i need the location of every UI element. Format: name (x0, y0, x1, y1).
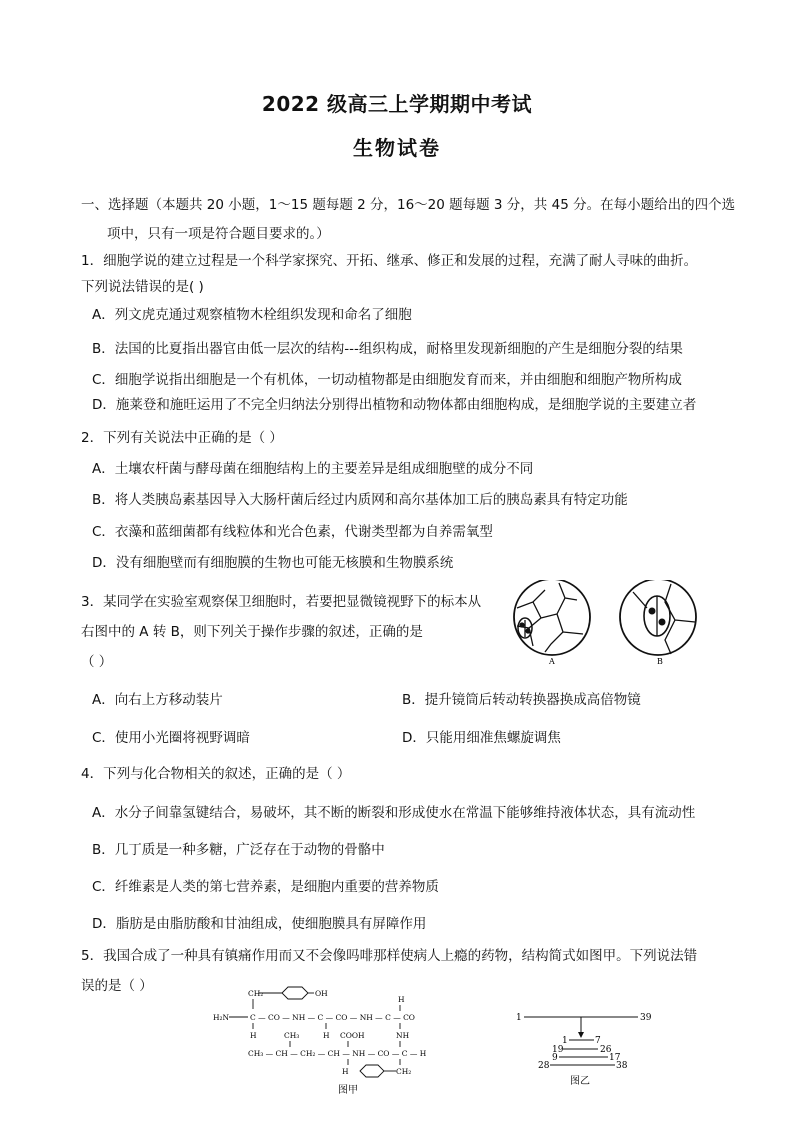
field-b-label: B (657, 657, 663, 666)
q1-option-b: B．法国的比夏指出器官由低一层次的结构---组织构成，耐格里发现新细胞的产生是细胞分裂的结果 (92, 341, 683, 357)
q1-stem-line1: 1．细胞学说的建立过程是一个科学家探究、开拓、继承、修正和发展的过程，充满了耐人寻味的曲折。 (81, 253, 698, 269)
chain-label-1b: 1 (562, 1036, 568, 1046)
q3-option-a: A．向右上方移动装片 (92, 692, 223, 708)
formula-main-chain: C — CO — NH — C — CO — NH — C — CO (250, 1013, 415, 1022)
exam-subtitle: 生物试卷 (353, 136, 441, 160)
q1-option-a: A．列文虎克通过观察植物木栓组织发现和命名了细胞 (92, 307, 412, 323)
formula-h-bottom: H (342, 1067, 349, 1076)
q4-option-c: C．纤维素是人类的第七营养素，是细胞内重要的营养物质 (92, 879, 439, 895)
arrow-down-icon (578, 1032, 584, 1038)
peptide-chain-figure (512, 1010, 662, 1090)
formula-ch2-top: CH₂ (248, 989, 264, 998)
q1-option-d: D．施莱登和施旺运用了不完全归纳法分别得出植物和动物体都由细胞构成，是细胞学说的主要建立者 (92, 397, 697, 413)
formula-h-top-right: H (398, 995, 405, 1004)
q5-stem-line1: 5．我国合成了一种具有镇痛作用而又不会像吗啡那样使病人上瘾的药物，结构简式如图甲。下列说法错 (81, 948, 698, 964)
q3-option-b: B．提升镜筒后转动转换器换成高倍物镜 (402, 692, 641, 708)
chain-label-1: 1 (516, 1013, 522, 1023)
chain-label-7: 7 (595, 1036, 601, 1046)
structural-formula-figure (210, 985, 450, 1097)
field-b-diagram (620, 580, 696, 666)
q3-stem-line3: （ ） (81, 654, 113, 670)
q3-stem-line1: 3．某同学在实验室观察保卫细胞时，若要把显微镜视野下的标本从 (81, 594, 482, 610)
q4-option-b: B．几丁质是一种多糖，广泛存在于动物的骨骼中 (92, 842, 385, 858)
formula-h2n: H₂N (213, 1013, 230, 1022)
field-a-diagram (514, 580, 590, 666)
chain-label-39: 39 (640, 1013, 652, 1023)
field-a-label: A (549, 657, 555, 666)
q2-option-b: B．将人类胰岛素基因导入大肠杆菌后经过内质网和高尔基体加工后的胰岛素具有特定功能 (92, 492, 628, 508)
figure-yi-caption: 图乙 (570, 1076, 590, 1087)
chain-label-38: 38 (616, 1061, 628, 1071)
formula-nh: NH (396, 1031, 410, 1040)
q4-option-d: D．脂肪是由脂肪酸和甘油组成，使细胞膜具有屏障作用 (92, 916, 427, 932)
q4-stem: 4．下列与化合物相关的叙述，正确的是（ ） (81, 766, 351, 782)
formula-h-mid: H (323, 1031, 330, 1040)
microscope-field-figure (505, 580, 705, 670)
formula-second-chain: CH₃ — CH — CH₂ — CH — NH — CO — C — H (248, 1049, 427, 1058)
benzene-ring-icon (282, 987, 308, 999)
chain-label-9: 9 (552, 1053, 558, 1063)
chain-label-17: 17 (609, 1053, 621, 1063)
q2-option-c: C．衣藻和蓝细菌都有线粒体和光合色素，代谢类型都为自养需氧型 (92, 524, 493, 540)
q2-option-d: D．没有细胞壁而有细胞膜的生物也可能无核膜和生物膜系统 (92, 555, 454, 571)
figure-jia-caption: 图甲 (338, 1085, 358, 1096)
section-intro-line2: 项中，只有一项是符合题目要求的。） (107, 226, 330, 242)
chain-label-26: 26 (600, 1045, 612, 1055)
chain-label-28: 28 (538, 1061, 550, 1071)
section-intro-line1: 一、选择题（本题共 20 小题，1～15 题每题 2 分，16～20 题每题 3 分，共 45 分。在每小题给出的四个选 (81, 197, 736, 213)
q3-option-d: D．只能用细准焦螺旋调焦 (402, 730, 561, 746)
q3-option-c: C．使用小光圈将视野调暗 (92, 730, 250, 746)
formula-oh: OH (315, 989, 328, 998)
q5-stem-line2: 误的是（ ） (81, 978, 153, 994)
formula-h-left: H (250, 1031, 257, 1040)
formula-cooh: COOH (340, 1031, 365, 1040)
q2-stem: 2．下列有关说法中正确的是（ ） (81, 430, 283, 446)
chain-label-19: 19 (552, 1045, 564, 1055)
q4-option-a: A．水分子间靠氢键结合，易破坏，其不断的断裂和形成使水在常温下能够维持液体状态，具有流动性 (92, 805, 696, 821)
q2-option-a: A．土壤农杆菌与酵母菌在细胞结构上的主要差异是组成细胞壁的成分不同 (92, 461, 534, 477)
formula-ch2-bottom: CH₂ (396, 1067, 412, 1076)
q1-stem-line2: 下列说法错误的是( ) (81, 279, 204, 295)
formula-ch3: CH₃ (284, 1031, 300, 1040)
benzene-ring-icon (360, 1065, 384, 1077)
q1-option-c: C．细胞学说指出细胞是一个有机体，一切动植物都是由细胞发育而来，并由细胞和细胞产物所构成 (92, 372, 682, 388)
exam-title: 2022 级高三上学期期中考试 (261, 92, 533, 116)
q3-stem-line2: 右图中的 A 转 B，则下列关于操作步骤的叙述，正确的是 (81, 624, 423, 640)
